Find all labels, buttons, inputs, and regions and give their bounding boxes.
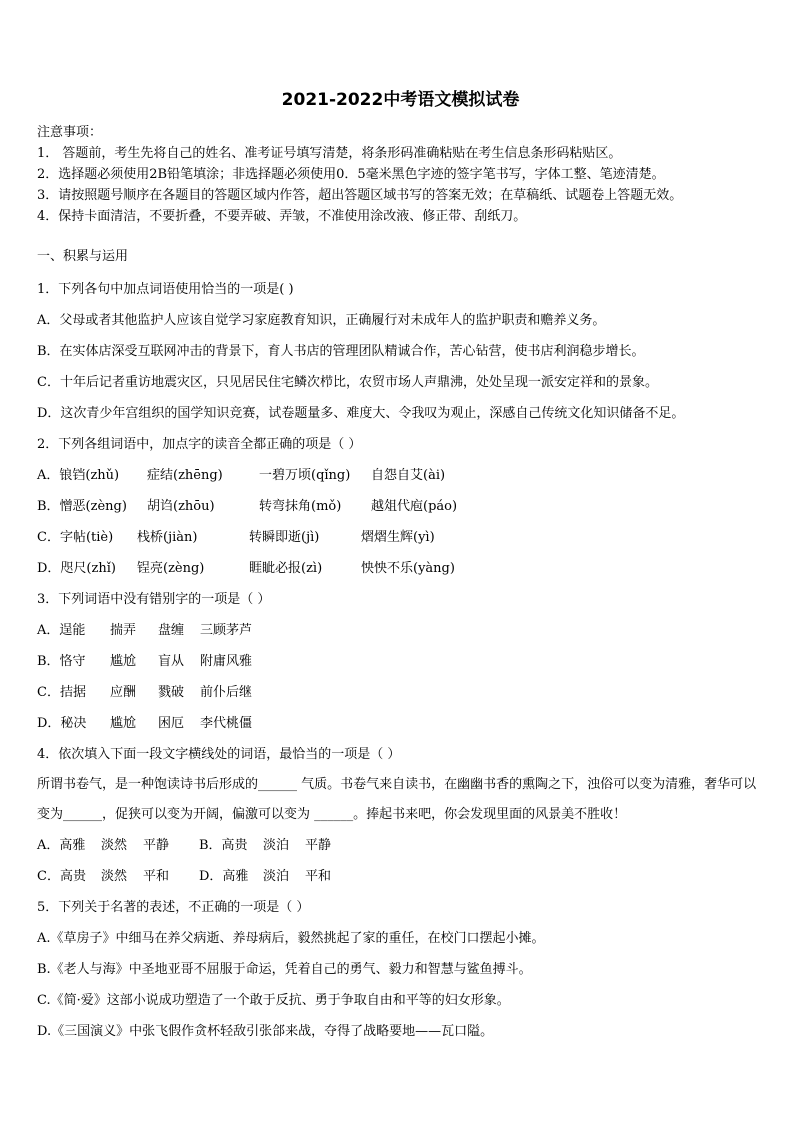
option-word: 症结(zhēng) [147, 468, 223, 483]
option-word: 怏怏不乐(yàng) [361, 561, 455, 576]
option-word: 李代桃僵 [200, 716, 253, 731]
option-word: 揣弄 [110, 623, 137, 638]
notice-item: 2．选择题必须使用2B铅笔填涂；非选择题必须使用0．5毫米黑色字迹的签字笔书写，字体工整、笔迹清楚。 [37, 167, 665, 182]
option-word: 熠熠生辉(yì) [361, 530, 435, 545]
option-word: B．恪守 [37, 654, 86, 669]
option-word: 困厄 [158, 716, 185, 731]
question-5-option-d: D.《三国演义》中张飞假作贪杯轻敌引张郃来战，夺得了战略要地——瓦口隘。 [37, 1024, 494, 1039]
option-word: 淡泊 [263, 838, 290, 853]
option-word: D．高雅 [199, 869, 249, 884]
option-word: 淡泊 [263, 869, 290, 884]
notice-item: 4．保持卡面清洁，不要折叠，不要弄破、弄皱，不准使用涂改液、修正带、刮纸刀。 [37, 209, 527, 224]
option-word: 平静 [305, 838, 332, 853]
option-word: 自怨自艾(ài) [371, 468, 446, 483]
question-3-option-a [37, 615, 764, 646]
question-5-option-a: A.《草房子》中细马在养父病逝、养母病后，毅然挑起了家的重任，在校门口摆起小摊。 [37, 931, 545, 946]
question-1-option-b: B．在实体店深受互联网冲击的背景下，育人书店的管理团队精诚合作，苦心钻营，使书店利润稳步增长。 [37, 344, 645, 359]
option-word: 尴尬 [110, 716, 137, 731]
option-word: D．咫尺(zhǐ) [37, 561, 116, 576]
option-word: 三顾茅芦 [200, 623, 253, 638]
notice-heading: 注意事项： [37, 125, 103, 140]
option-word: 盘缠 [158, 623, 185, 638]
question-2-stem: 2．下列各组词语中，加点字的读音全都正确的项是（ ） [37, 437, 362, 452]
question-3-option-b [37, 646, 764, 677]
question-3-option-d [37, 708, 764, 739]
option-word: A．高雅 [37, 838, 86, 853]
option-word: A．锒铛(zhǔ) [37, 468, 120, 483]
option-word: B．高贵 [199, 838, 248, 853]
notice-block [37, 122, 764, 227]
question-4-options-cd [37, 861, 764, 892]
notice-item: 3．请按照题号顺序在各题目的答题区域内作答，超出答题区域书写的答案无效；在草稿纸、试题卷上答题无效。 [37, 188, 683, 203]
question-2-option-d [37, 553, 764, 584]
option-word: 平和 [143, 869, 170, 884]
option-word: 平静 [143, 838, 170, 853]
option-word: 平和 [305, 869, 332, 884]
option-word: 睚眦必报(zì) [249, 561, 323, 576]
option-word: 盲从 [158, 654, 185, 669]
question-2-option-c [37, 522, 764, 553]
question-3-option-c [37, 677, 764, 708]
question-5-option-b: B.《老人与海》中圣地亚哥不屈服于命运，凭着自己的勇气、毅力和智慧与鲨鱼搏斗。 [37, 962, 532, 977]
question-4-options-ab [37, 830, 764, 861]
option-word: C．字帖(tiè) [37, 530, 114, 545]
option-word: 淡然 [101, 838, 128, 853]
option-word: C．高贵 [37, 869, 86, 884]
option-word: 尴尬 [110, 654, 137, 669]
option-word: 附庸风雅 [200, 654, 253, 669]
option-word: 戮破 [158, 685, 185, 700]
option-word: 一碧万顷(qǐng) [259, 468, 351, 483]
section-title: 一、积累与运用 [37, 249, 129, 264]
question-5-option-c: C.《简·爱》这部小说成功塑造了一个敢于反抗、勇于争取自由和平等的妇女形象。 [37, 993, 510, 1008]
question-3-stem: 3．下列词语中没有错别字的一项是（ ） [37, 592, 271, 607]
question-2-option-b [37, 491, 764, 522]
question-4-passage: 所谓书卷气，是一种饱读诗书后形成的______ 气质。书卷气来自读书，在幽幽书香的熏陶之下，浊俗可以变为清雅，奢华可以变为______，促狭可以变为开阔，偏激可以变为 ______。捧起书来吧，你会发现里面的风景美不胜收！ [37, 777, 757, 822]
option-word: 淡然 [101, 869, 128, 884]
question-2-option-a [37, 460, 764, 491]
question-1-option-c: C．十年后记者重访地震灾区，只见居民住宅鳞次栉比，农贸市场人声鼎沸，处处呈现一派安定祥和的景象。 [37, 375, 658, 390]
option-word: 前仆后继 [200, 685, 253, 700]
question-1-option-d: D．这次青少年宫组织的国学知识竞赛，试卷题量多、难度大、令我叹为观止，深感自己传统文化知识储备不足。 [37, 406, 685, 421]
exam-title: 2021-2022中考语文模拟试卷 [281, 90, 520, 110]
question-1-stem: 1．下列各句中加点词语使用恰当的一项是( ) [37, 282, 294, 297]
option-word: 转瞬即逝(jì) [249, 530, 320, 545]
option-word: 胡诌(zhōu) [147, 499, 215, 514]
notice-item: 1． 答题前，考生先将自己的姓名、准考证号填写清楚，将条形码准确粘贴在考生信息条形码粘贴区。 [37, 146, 622, 161]
option-word: D．秘决 [37, 716, 87, 731]
option-word: A．逞能 [37, 623, 86, 638]
option-word: 应酬 [110, 685, 137, 700]
option-word: 锃亮(zèng) [137, 561, 205, 576]
option-word: 转弯抹角(mǒ) [259, 499, 342, 514]
option-word: C．拮据 [37, 685, 86, 700]
option-word: B．憎恶(zèng) [37, 499, 127, 514]
question-4-stem: 4．依次填入下面一段文字横线处的词语，最恰当的一项是（ ） [37, 747, 401, 762]
option-word: 栈桥(jiàn) [137, 530, 198, 545]
option-word: 越俎代庖(páo) [371, 499, 458, 514]
question-5-stem: 5．下列关于名著的表述，不正确的一项是（ ） [37, 900, 310, 915]
question-1-option-a: A．父母或者其他监护人应该自觉学习家庭教育知识，正确履行对未成年人的监护职责和赡养义务。 [37, 313, 606, 328]
